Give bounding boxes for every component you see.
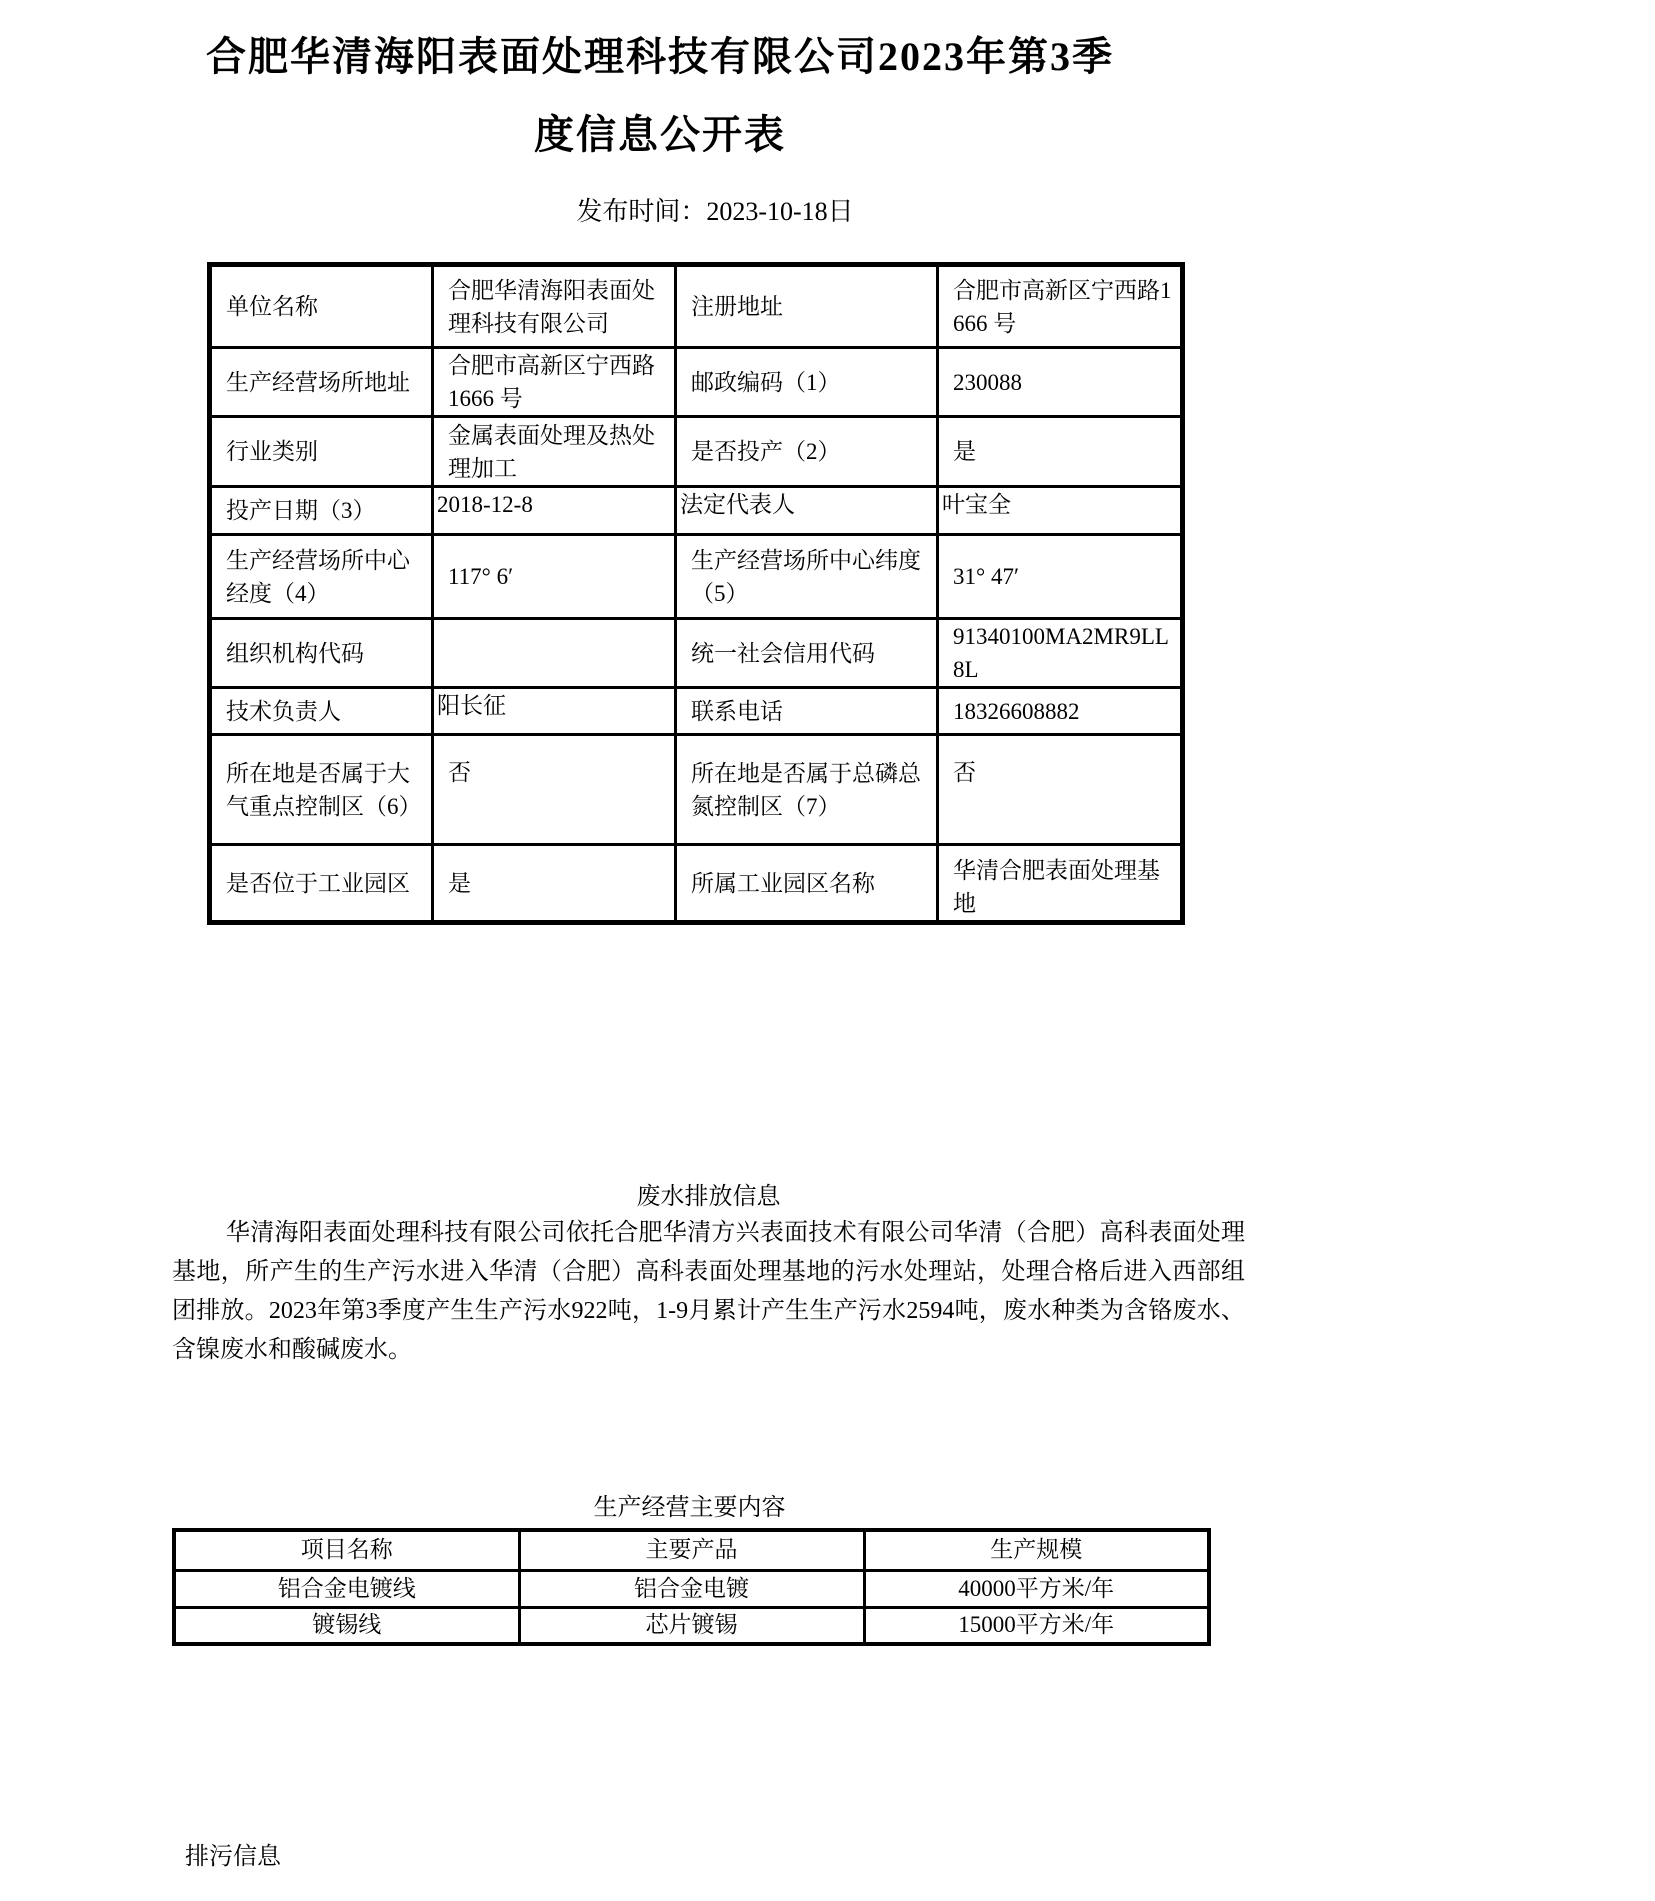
info-value-legal-representative: 叶宝全: [938, 487, 1183, 535]
info-value-industry-category: 金属表面处理及热处理加工: [433, 417, 676, 487]
production-header-project: 项目名称: [174, 1530, 519, 1570]
info-label-industrial-park-name: 所属工业园区名称: [676, 845, 938, 923]
company-info-table: [207, 262, 1185, 925]
info-label-latitude: 生产经营场所中心纬度（5）: [676, 535, 938, 619]
table-row: [174, 1570, 1209, 1607]
info-value-latitude: 31° 47′: [938, 535, 1183, 619]
table-row: [210, 535, 1183, 619]
info-value-unit-name: 合肥华清海阳表面处理科技有限公司: [433, 265, 676, 348]
publish-time: 发布时间：2023-10-18日: [576, 197, 854, 226]
table-row: [210, 619, 1183, 688]
info-value-contact-phone: 18326608882: [938, 688, 1183, 735]
info-value-production-date: 2018-12-8: [433, 487, 676, 535]
info-label-credit-code: 统一社会信用代码: [676, 619, 938, 688]
production-header-scale: 生产规模: [864, 1530, 1209, 1570]
info-label-operation-address: 生产经营场所地址: [210, 348, 433, 417]
info-label-unit-name: 单位名称: [210, 265, 433, 348]
pollution-info-heading: 排污信息: [185, 1844, 281, 1870]
info-value-technical-director: 阳长征: [433, 688, 676, 735]
table-row: [210, 688, 1183, 735]
table-row: [210, 735, 1183, 845]
table-row: [174, 1607, 1209, 1644]
table-row: [210, 487, 1183, 535]
page-title-line1: 合肥华清海阳表面处理科技有限公司2023年第3季: [206, 34, 1114, 79]
production-cell-project: 镀锡线: [174, 1607, 519, 1644]
production-table-heading: 生产经营主要内容: [593, 1495, 786, 1521]
info-label-air-control-zone: 所在地是否属于大气重点控制区（6）: [210, 735, 433, 845]
production-table: [172, 1528, 1211, 1646]
info-value-in-production: 是: [938, 417, 1183, 487]
info-label-in-production: 是否投产（2）: [676, 417, 938, 487]
table-row: [210, 348, 1183, 417]
production-cell-scale: 15000平方米/年: [864, 1607, 1209, 1644]
info-label-production-date: 投产日期（3）: [210, 487, 433, 535]
production-header-row: [174, 1530, 1209, 1570]
info-value-phosphorus-nitrogen-zone: 否: [938, 735, 1183, 845]
production-header-product: 主要产品: [519, 1530, 864, 1570]
info-label-postal-code: 邮政编码（1）: [676, 348, 938, 417]
info-value-registered-address: 合肥市高新区宁西路1666 号: [938, 265, 1183, 348]
table-row: [210, 417, 1183, 487]
info-value-air-control-zone: 否: [433, 735, 676, 845]
info-value-postal-code: 230088: [938, 348, 1183, 417]
info-label-technical-director: 技术负责人: [210, 688, 433, 735]
production-cell-product: 铝合金电镀: [519, 1570, 864, 1607]
table-row: [210, 265, 1183, 348]
info-value-org-code: [433, 619, 676, 688]
info-label-registered-address: 注册地址: [676, 265, 938, 348]
info-label-legal-representative: 法定代表人: [676, 487, 938, 535]
info-label-industry-category: 行业类别: [210, 417, 433, 487]
wastewater-section-heading: 废水排放信息: [636, 1184, 781, 1210]
production-cell-product: 芯片镀锡: [519, 1607, 864, 1644]
info-value-credit-code: 91340100MA2MR9LL8L: [938, 619, 1183, 688]
info-label-org-code: 组织机构代码: [210, 619, 433, 688]
table-row: [210, 845, 1183, 923]
production-cell-project: 铝合金电镀线: [174, 1570, 519, 1607]
page-title-line2: 度信息公开表: [534, 112, 786, 157]
wastewater-paragraph: 华清海阳表面处理科技有限公司依托合肥华清方兴表面技术有限公司华清（合肥）高科表面处理基地，所产生的生产污水进入华清（合肥）高科表面处理基地的污水处理站，处理合格后进入西部组团排放。2023年第3季度产生生产污水922吨，1-9月累计产生生产污水2594吨，废水种类为含铬废水、含镍废水和酸碱废水。: [172, 1220, 1245, 1363]
production-cell-scale: 40000平方米/年: [864, 1570, 1209, 1607]
info-label-contact-phone: 联系电话: [676, 688, 938, 735]
page-title: [172, 18, 1148, 174]
info-label-longitude: 生产经营场所中心经度（4）: [210, 535, 433, 619]
info-value-operation-address: 合肥市高新区宁西路1666 号: [433, 348, 676, 417]
info-value-in-industrial-park: 是: [433, 845, 676, 923]
info-label-in-industrial-park: 是否位于工业园区: [210, 845, 433, 923]
info-value-longitude: 117° 6′: [433, 535, 676, 619]
info-value-industrial-park-name: 华清合肥表面处理基地: [938, 845, 1183, 923]
info-label-phosphorus-nitrogen-zone: 所在地是否属于总磷总氮控制区（7）: [676, 735, 938, 845]
